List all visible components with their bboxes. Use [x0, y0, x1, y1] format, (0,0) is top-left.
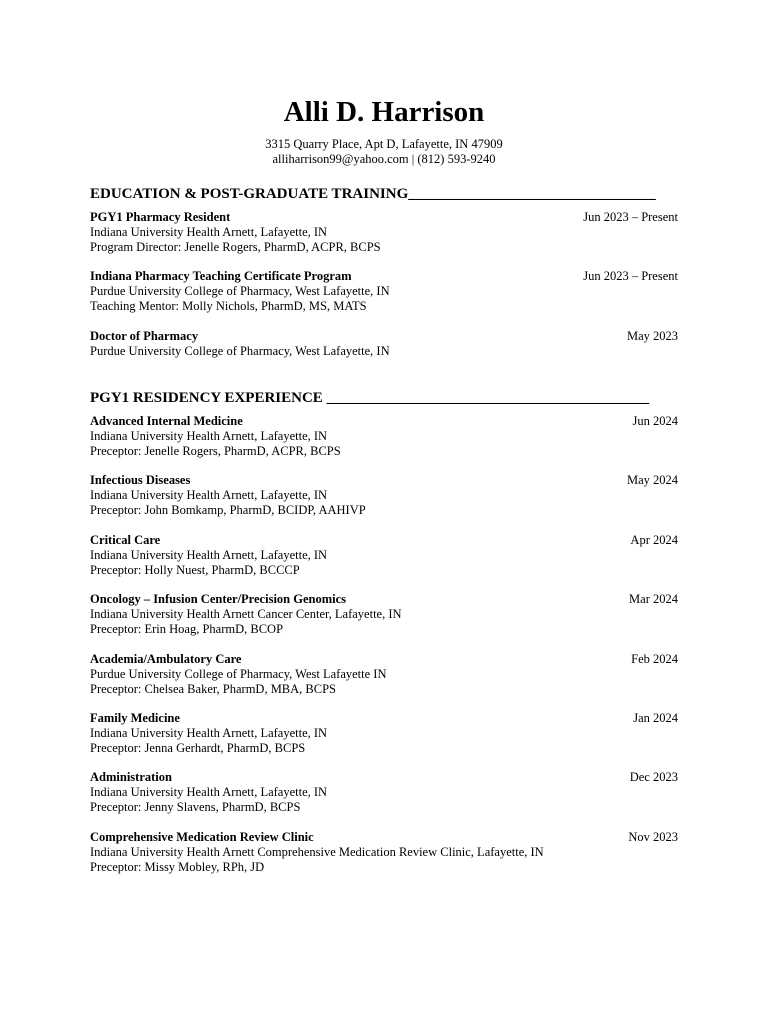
education-entry [90, 269, 678, 314]
entry-contact-person: Teaching Mentor: Molly Nichols, PharmD, MS, MATS [90, 299, 367, 313]
entry-institution: Purdue University College of Pharmacy, West Lafayette, IN [90, 344, 390, 358]
entry-title: Academia/Ambulatory Care [90, 652, 242, 666]
entry-institution: Indiana University Health Arnett, Lafayette, IN [90, 785, 328, 799]
rotation-entry [90, 533, 678, 578]
entry-preceptor: Preceptor: Jenna Gerhardt, PharmD, BCPS [90, 741, 306, 755]
entry-date: Apr 2024 [630, 533, 678, 547]
entry-preceptor: Preceptor: Erin Hoag, PharmD, BCOP [90, 622, 284, 636]
entry-institution: Indiana University Health Arnett, Lafayette, IN [90, 548, 328, 562]
entry-date: May 2024 [626, 473, 678, 487]
entry-title: PGY1 Pharmacy Resident [90, 210, 231, 224]
entry-date: Jun 2023 – Present [583, 269, 678, 283]
entry-date: Feb 2024 [631, 652, 678, 666]
entry-date: Jun 2024 [632, 414, 678, 428]
entry-title: Indiana Pharmacy Teaching Certificate Program [90, 269, 352, 283]
entry-title: Doctor of Pharmacy [90, 329, 199, 343]
entry-date: May 2023 [626, 329, 678, 343]
section-heading-education [90, 185, 678, 203]
education-entry [90, 329, 678, 359]
entry-contact-person: Program Director: Jenelle Rogers, PharmD, ACPR, BCPS [90, 240, 381, 254]
entry-title: Comprehensive Medication Review Clinic [90, 830, 314, 844]
entry-date: Jan 2024 [633, 711, 678, 725]
rotation-entry [90, 414, 678, 459]
section-heading-rule: ___________________________________________ [326, 390, 650, 406]
entry-date: Dec 2023 [629, 770, 678, 784]
education-entry [90, 210, 678, 255]
entry-institution: Indiana University Health Arnett Comprehensive Medication Review Clinic, Lafayette, IN [90, 845, 544, 859]
email-phone: alliharrison99@yahoo.com | (812) 593-9240 [272, 152, 496, 166]
entry-institution: Indiana University Health Arnett Cancer Center, Lafayette, IN [90, 607, 402, 621]
entry-preceptor: Preceptor: Holly Nuest, PharmD, BCCCP [90, 563, 300, 577]
entry-preceptor: Preceptor: John Bomkamp, PharmD, BCIDP, AAHIVP [90, 503, 366, 517]
entry-institution: Indiana University Health Arnett, Lafayette, IN [90, 726, 328, 740]
entry-title: Family Medicine [90, 711, 180, 725]
rotation-entry [90, 473, 678, 518]
section-heading-text: EDUCATION & POST-GRADUATE TRAINING [90, 186, 409, 202]
entry-preceptor: Preceptor: Jenny Slavens, PharmD, BCPS [90, 800, 301, 814]
rotation-entry [90, 830, 678, 875]
entry-title: Infectious Diseases [90, 473, 191, 487]
rotation-entry [90, 711, 678, 756]
rotation-entry [90, 770, 678, 815]
entry-institution: Purdue University College of Pharmacy, West Lafayette, IN [90, 284, 390, 298]
entry-institution: Purdue University College of Pharmacy, West Lafayette IN [90, 667, 387, 681]
entry-preceptor: Preceptor: Missy Mobley, RPh, JD [90, 860, 265, 874]
rotation-entry [90, 592, 678, 637]
entry-title: Advanced Internal Medicine [90, 414, 243, 428]
entry-preceptor: Preceptor: Jenelle Rogers, PharmD, ACPR, BCPS [90, 444, 341, 458]
section-heading-text: PGY1 RESIDENCY EXPERIENCE [90, 390, 327, 406]
rotation-entry [90, 652, 678, 697]
section-heading-rule: _________________________________ [408, 186, 656, 202]
address: 3315 Quarry Place, Apt D, Lafayette, IN 47909 [265, 137, 503, 151]
entry-institution: Indiana University Health Arnett, Lafayette, IN [90, 225, 328, 239]
entry-title: Oncology – Infusion Center/Precision Genomics [90, 592, 347, 606]
candidate-name: Alli D. Harrison [283, 96, 485, 128]
entry-title: Critical Care [90, 533, 161, 547]
entry-institution: Indiana University Health Arnett, Lafayette, IN [90, 488, 328, 502]
entry-preceptor: Preceptor: Chelsea Baker, PharmD, MBA, BCPS [90, 682, 337, 696]
entry-date: Nov 2023 [628, 830, 678, 844]
entry-institution: Indiana University Health Arnett, Lafayette, IN [90, 429, 328, 443]
section-heading-residency [90, 389, 678, 407]
entry-title: Administration [90, 770, 172, 784]
entry-date: Mar 2024 [629, 592, 678, 606]
entry-date: Jun 2023 – Present [583, 210, 678, 224]
